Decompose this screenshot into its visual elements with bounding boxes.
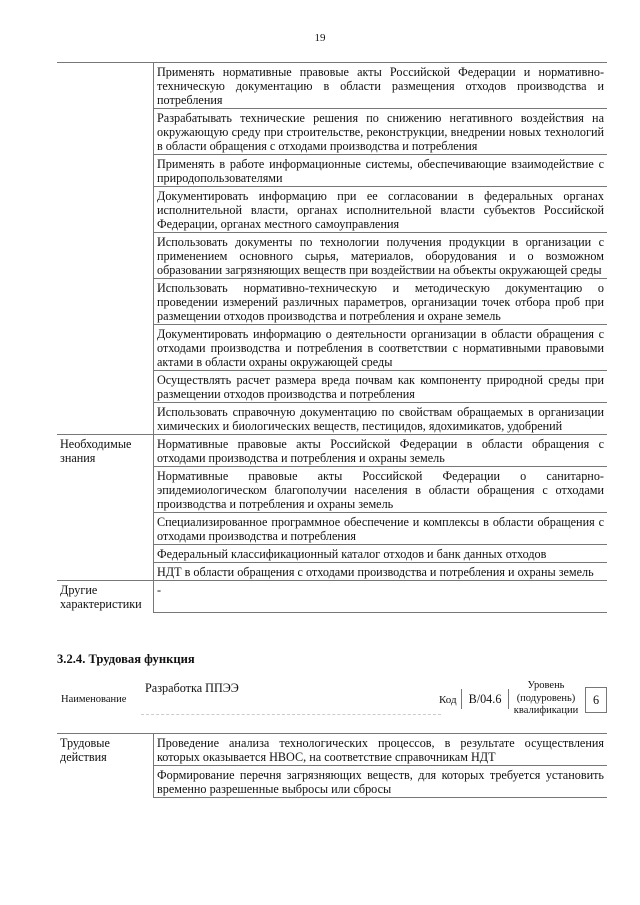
skill-label-cell [57,403,154,435]
actions-table [57,733,607,798]
other-label: Другие характеристики [57,581,154,613]
skill-label-cell [57,279,154,325]
knowledge-label-cell [57,467,154,513]
function-level-value: 6 [585,687,607,713]
skill-row: Разрабатывать технические решения по снижению негативного воздействия на окружающую среду при строительстве, реконструкции, внедрении новых технологий в области обращения с отходами производства и потребления [154,109,608,155]
skill-row: Документировать информацию при ее согласовании в федеральных органах исполнительной власти, органах исполнительной власти субъектов Российской Федерации, органах местного самоуправления [154,187,608,233]
function-level-label: Уровень (подуровень) квалификации [513,680,579,716]
section-title: 3.2.4. Трудовая функция [57,652,195,666]
knowledge-label: Необходимые знания [57,435,154,467]
knowledge-label-cell [57,563,154,581]
competency-table [57,62,607,613]
function-name-underline [141,714,441,715]
function-code-label: Код [439,694,457,706]
actions-group [57,734,607,798]
knowledge-row: Специализированное программное обеспечение и комплексы в области обращения с отходами производства и потребления [154,513,608,545]
knowledge-row: Федеральный классификационный каталог отходов и банк данных отходов [154,545,608,563]
skill-row: Использовать справочную документацию по свойствам обращаемых в организации химических и биологических веществ, пестицидов, ядохимикатов, удобрений [154,403,608,435]
skill-row: Осуществлять расчет размера вреда почвам как компоненту природной среды при размещении отходов производства и потребления [154,371,608,403]
skill-row: Документировать информацию о деятельности организации в области обращения с отходами производства и потребления в соответствии с нормативными правовыми актами в области охраны окружающей среды [154,325,608,371]
action-label-cell [57,766,154,798]
action-label: Трудовые действия [57,734,154,766]
skill-row: Использовать документы по технологии получения продукции в организации с применением основного сырья, материалов, оборудования и о возможном образовании загрязняющих веществ при воздействии на объекты окружающей среды [154,233,608,279]
function-name-value: Разработка ППЭЭ [145,681,239,695]
skill-label-cell [57,109,154,155]
skill-label-cell [57,325,154,371]
skill-row: Применять нормативные правовые акты Российской Федерации и нормативно-техническую документацию в области размещения отходов производства и потребления [154,63,608,109]
function-code-value: B/04.6 [461,689,509,709]
other-value: - [154,581,608,613]
knowledge-label-cell [57,513,154,545]
knowledge-row: НДТ в области обращения с отходами производства и потребления и охраны земель [154,563,608,581]
skill-label-cell [57,371,154,403]
skill-label-cell [57,63,154,109]
skills-group [57,63,607,435]
skill-label-cell [57,187,154,233]
skill-label-cell [57,233,154,279]
action-row: Проведение анализа технологических процессов, в результате осуществления которых оказывается НВОС, на соответствие справочникам НДТ [154,734,608,766]
knowledge-label-cell [57,545,154,563]
other-group [57,581,607,613]
knowledge-row: Нормативные правовые акты Российской Федерации в области обращения с отходами производства и потребления и охраны земель [154,435,608,467]
action-row: Формирование перечня загрязняющих веществ, для которых требуется установить временно разрешенные выбросы или сбросы [154,766,608,798]
knowledge-group [57,435,607,581]
knowledge-row: Нормативные правовые акты Российской Федерации о санитарно-эпидемиологическом благополучии населения в области обращения с отходами производства и потребления и охраны земель [154,467,608,513]
skill-row: Применять в работе информационные системы, обеспечивающие взаимодействие с природопользователями [154,155,608,187]
function-name-label: Наименование [61,694,127,705]
skill-label-cell [57,155,154,187]
function-header [57,678,607,720]
skill-row: Использовать нормативно-техническую и методическую документацию о проведении измерений различных параметров, организации точек отбора проб при размещении отходов производства и потребления и охране земель [154,279,608,325]
page-number: 19 [314,32,326,44]
